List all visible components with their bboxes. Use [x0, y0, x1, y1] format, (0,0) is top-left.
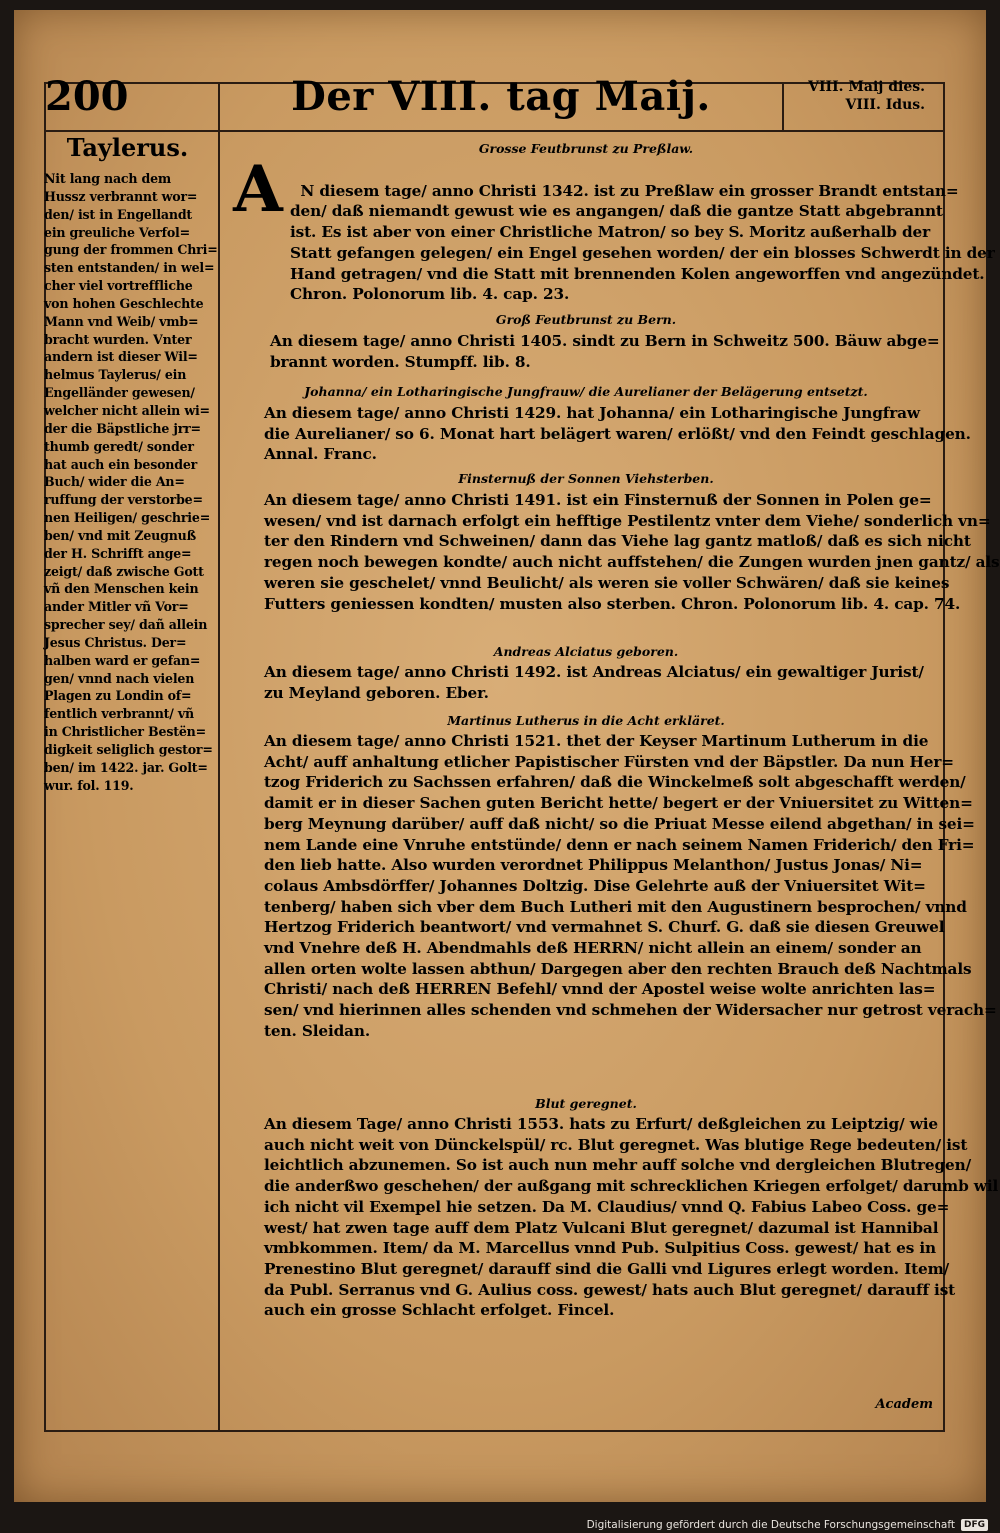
page-number: 200 — [45, 73, 129, 120]
section-text-content: N diesem tage/ anno Christi 1342. ist zu Preßlaw ein grosser Brandt entstan= den/ daß niemandt gewust wie es angangen/ daß die gantze Statt abgebrannt ist. Es ist aber von einer Christliche Matron/ so bey S. Moritz außerhalb der Statt gefangen gelegen/ ein Engel gesehen worden/ der ein blosses Schwerdt in der Hand getragen/ vnd die Statt mit brennenden Kolen angeworffen vnd angezündet. Chron. Polonorum lib. 4. cap. 23. — [290, 181, 995, 304]
section-heading: Finsternuß der Sonnen Viehsterben. — [458, 471, 714, 486]
margin-date-line1: VIII. Maij dies. — [808, 79, 925, 95]
sidebar-title: Taylerus. — [66, 133, 189, 162]
section-text: An diesem tage/ anno Christi 1405. sindt zu Bern in Schweitz 500. Bäuw abge= brannt worden. Stumpff. lib. 8. — [270, 332, 940, 371]
margin-date-line2: VIII. Idus. — [845, 97, 925, 113]
running-head: Der VIII. tag Maij. — [291, 73, 711, 120]
margin-date — [780, 78, 925, 114]
section-text: An diesem tage/ anno Christi 1521. thet der Keyser Martinum Lutherum in die Acht/ auff anhaltung etlicher Papistischer Fürsten vnd der Bäpstler. Da nun Her= tzog Friderich zu Sachssen erfahren/ daß die Winckelmeß solt abgeschafft werden/ damit er in dieser Sachen guten Bericht hette/ begert er der Vniuersitet zu Witten= berg Meynung darüber/ auff daß nicht/ so die Priuat Messe eilend abgethan/ in sei= nem Lande eine Vnruhe entstünde/ denn er nach seinem Namen Friderich/ den Fri= den lieb hatte. Also wurden verordnet Philippus Melanthon/ Justus Jonas/ Ni= colaus Ambsdörffer/ Johannes Doltzig. Dise Gelehrte auß der Vniuersitet Wit= tenberg/ haben sich vber dem Buch Lutheri mit den Augustinern besprochen/ vnnd Hertzog Friderich beantwort/ vnd vermahnet S. Churf. G. daß sie diesen Greuwel vnd Vnehre deß H. Abendmahls deß HERRN/ nicht allein an einem/ sonder an allen orten wolte lassen abthun/ Dargegen aber den rechten Brauch deß Nachtmals Christi/ nach deß HERREN Befehl/ vnnd der Apostel weise wolte anrichten las= sen/ vnd hierinnen alles schenden vnd schmehen der Widersacher nur getrost verach= ten. Sleidan. — [264, 732, 997, 1040]
section-text: An diesem Tage/ anno Christi 1553. hats zu Erfurt/ deßgleichen zu Leiptzig/ wie auch nicht weit von Dünckelspül/ rc. Blut geregnet. Was blutige Rege bedeuten/ ist leichtlich abzunemen. So ist auch nun mehr auff solche vnd dergleichen Blutregen/ die anderßwo geschehen/ der außgang mit schrecklichen Kriegen erfolget/ darumb ich nicht vil Exempel hie setzen. Da M. Claudius/ vnnd Q. Fabius Labeo Coss. ge= west/ hat zwen tage auff dem Platz Vulcani Blut geregnet/ dazumal ist Hannibal vmbkommen. Item/ da M. Marcellus vnnd Pub. Sulpitius Coss. gewest/ hat es in Prenestino Blut geregnet/ darauff sind die Galli vnd Ligures erlegt worden. Item/ da Publ. Serranus vnd G. Aulius coss. gewest/ hats auch Blut geregnet/ darauff ist auch ein grosse Schlacht erfolget. Fincel. — [264, 1115, 972, 1320]
drop-capital: A — [233, 152, 283, 227]
section-heading: Groß Feutbrunst zu Bern. — [495, 312, 677, 327]
section-heading: Blut geregnet. — [535, 1096, 637, 1111]
header-rule — [44, 130, 943, 132]
sidebar-text: Nit lang nach dem Hussz verbrannt wor= den/ ist in Engellandt ein greuliche Verfol= gung der frommen Chri= sten entstanden/ in wel= cher viel vortreffliche von hohen Geschlechte Mann vnd Weib/ vmb= bracht wurden. Vnter andern ist dieser Wil= helmus Taylerus/ ein Engelländer gewesen/ welcher nicht allein wi= der die Bäpstliche jrr= thumb geredt/ sonder hat auch ein besonder Buch/ wider die An= ruffung der verstorbe= nen Heiligen/ geschrie= ben/ vnd mit Zeugnuß der H. Schrifft ange= zeigt/ daß zwische Gott vñ den Menschen kein ander Mitler vñ Vor= sprecher sey/ dañ allein Jesus Christus. Der= halben ward er gefan= gen/ vnnd nach vielen Plagen zu Londin of= fentlich verbrannt/ vñ in Christlicher Bestën= digkeit seliglich gestor= ben/ im 1422. jar. Golt= wur. fol. 119. — [44, 171, 218, 793]
section-heading: Andreas Alciatus geboren. — [493, 644, 679, 659]
section-text: An diesem tage/ anno Christi 1429. hat Johanna/ ein Lotharingische Jungfraw die Aurelianer/ so 6. Monat hart belägert waren/ erlößt/ vnd den Feindt geschlagen. Annal. Franc. — [264, 404, 971, 464]
dfg-logo-icon: DFG — [961, 1519, 988, 1531]
section-heading: Grosse Feutbrunst zu Preßlaw. — [478, 141, 694, 156]
section-heading: Martinus Lutherus in die Acht erkläret. — [447, 713, 725, 728]
section-text: An diesem tage/ anno Christi 1492. ist Andreas Alciatus/ ein gewaltiger Jurist/ zu Meyland geboren. Eber. — [264, 663, 924, 702]
catchword: Academ — [875, 1397, 933, 1412]
footer-text: Digitalisierung gefördert durch die Deutsche Forschungsgemeinschaft — [586, 1519, 955, 1531]
section-text: An diesem tage/ anno Christi 1491. ist ein Finsternuß der Sonnen in Polen ge= wesen/ vnd ist darnach erfolgt ein hefftige Pestilentz vnter dem Viehe/ sonderlich ter den Rindern vnd Schweinen/ dann das Viehe lag gantz matloß/ daß es sich nicht regen noch bewegen kondte/ auch nicht auffstehen/ die Zungen wurden jnen gantz/ als weren sie geschelet/ vnnd Beulicht/ als weren sie voller Schwären/ daß sie keines Futters geniessen kondten/ musten also sterben. Chron. Polonorum lib. 4. cap. 74. — [264, 491, 1000, 613]
digitization-footer — [587, 1519, 988, 1531]
section-text — [290, 160, 995, 305]
section-heading: Johanna/ ein Lotharingische Jungfrauw/ die Aurelianer der Belägerung entsetzt. — [304, 384, 868, 399]
